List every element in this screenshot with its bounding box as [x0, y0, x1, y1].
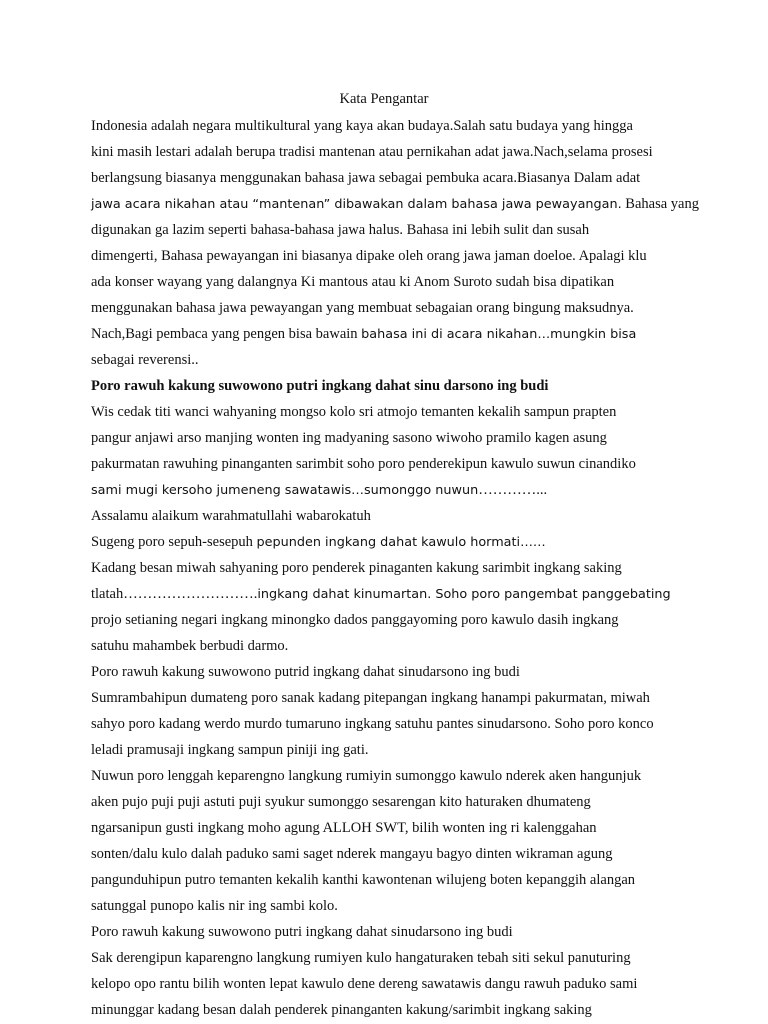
text-line: dimengerti, Bahasa pewayangan ini biasanya dipake oleh orang jawa jaman doeloe. Apalagi klu: [91, 248, 647, 264]
document-body: [91, 113, 699, 1023]
text-segment: Nach,Bagi pembaca yang pengen bisa bawain: [91, 326, 362, 342]
text-segment: ingkang dahat kinumartan. Soho poro pangembat panggebating: [257, 587, 671, 602]
text-line: sebagai reverensi..: [91, 352, 199, 368]
text-line: pakurmatan rawuhing pinanganten sarimbit soho poro penderekipun kawulo suwun cinandiko: [91, 456, 636, 472]
text-line: aken pujo puji puji astuti puji syukur sumonggo sesarengan kito haturaken dhumateng: [91, 794, 591, 810]
text-line: projo setianing negari ingkang minongko dados panggayoming poro kawulo dasih ingkang: [91, 612, 619, 628]
text-segment: sami mugi kersoho jumeneng sawatawis…sumonggo nuwun: [91, 483, 479, 498]
text-line: ngarsanipun gusti ingkang moho agung ALLOH SWT, bilih wonten ing ri kalenggahan: [91, 820, 597, 836]
text-line: ada konser wayang yang dalangnya Ki mantous atau ki Anom Suroto sudah bisa dipatikan: [91, 274, 615, 290]
text-segment: bahasa ini di acara nikahan…mungkin bisa: [361, 327, 637, 342]
text-line: pangur anjawi arso manjing wonten ing madyaning sasono wiwoho pramilo kagen asung: [91, 430, 607, 446]
text-line: [91, 529, 691, 555]
text-line: menggunakan bahasa jawa pewayangan yang membuat sebagaian orang bingung maksudnya.: [91, 300, 634, 316]
text-segment: …………...: [478, 482, 548, 498]
text-line: leladi pramusaji ingkang sampun piniji ing gati.: [91, 742, 369, 758]
text-line: Poro rawuh kakung suwowono putrid ingkang dahat sinudarsono ing budi: [91, 664, 520, 680]
text-line: [91, 581, 691, 607]
text-segment: Sugeng poro sepuh-sesepuh: [91, 534, 257, 550]
text-line: Kadang besan miwah sahyaning poro penderek pinaganten kakung sarimbit ingkang saking: [91, 560, 622, 576]
text-line: Indonesia adalah negara multikultural yang kaya akan budaya.Salah satu budaya yang hingga: [91, 118, 633, 134]
text-line: Wis cedak titi wanci wahyaning mongso kolo sri atmojo temanten kekalih sampun prapten: [91, 404, 617, 420]
text-segment: pepunden ingkang dahat kawulo hormati……: [256, 535, 546, 550]
text-line: Poro rawuh kakung suwowono putri ingkang dahat sinu darsono ing budi: [91, 378, 549, 394]
text-line: sonten/dalu kulo dalah paduko sami saget nderek mangayu bagyo dinten wikraman agung: [91, 846, 613, 862]
text-line: Nuwun poro lenggah keparengno langkung rumiyin sumonggo kawulo nderek aken hangunjuk: [91, 768, 642, 784]
text-line: minunggar kadang besan dalah penderek pinanganten kakung/sarimbit ingkang saking: [91, 1002, 592, 1018]
text-line: sahyo poro kadang werdo murdo tumaruno ingkang satuhu pantes sinudarsono. Soho poro konco: [91, 716, 654, 732]
text-line: pangunduhipun putro temanten kekalih kanthi kawontenan wilujeng boten kepanggih alangan: [91, 872, 636, 888]
text-line: satunggal punopo kalis nir ing sambi kolo.: [91, 898, 338, 914]
text-line: berlangsung biasanya menggunakan bahasa jawa sebagai pembuka acara.Biasanya Dalam adat: [91, 170, 641, 186]
text-line: Sumrambahipun dumateng poro sanak kadang pitepangan ingkang hanampi pakurmatan, miwah: [91, 690, 650, 706]
text-line: [91, 321, 691, 347]
text-line: digunakan ga lazim seperti bahasa-bahasa jawa halus. Bahasa ini lebih sulit dan susah: [91, 222, 590, 238]
text-segment: tlatah……………………….: [91, 586, 258, 602]
text-line: [91, 191, 699, 217]
text-segment: jawa acara nikahan atau “mantenan” dibawakan dalam bahasa jawa pewayangan.: [91, 197, 622, 212]
text-line: Sak derengipun kaparengno langkung rumiyen kulo hangaturaken tebah siti sekul panuturing: [91, 950, 631, 966]
page-title: Kata Pengantar: [339, 91, 429, 107]
text-line: kini masih lestari adalah berupa tradisi mantenan atau pernikahan adat jawa.Nach,selama prosesi: [91, 144, 653, 160]
text-line: Assalamu alaikum warahmatullahi wabarokatuh: [91, 508, 371, 524]
text-segment: Bahasa yang: [621, 196, 699, 212]
text-line: satuhu mahambek berbudi darmo.: [91, 638, 289, 654]
text-line: Poro rawuh kakung suwowono putri ingkang dahat sinudarsono ing budi: [91, 924, 513, 940]
text-line: kelopo opo rantu bilih wonten lepat kawulo dene dereng sawatawis dangu rawuh paduko sami: [91, 976, 638, 992]
text-line: [91, 477, 691, 503]
